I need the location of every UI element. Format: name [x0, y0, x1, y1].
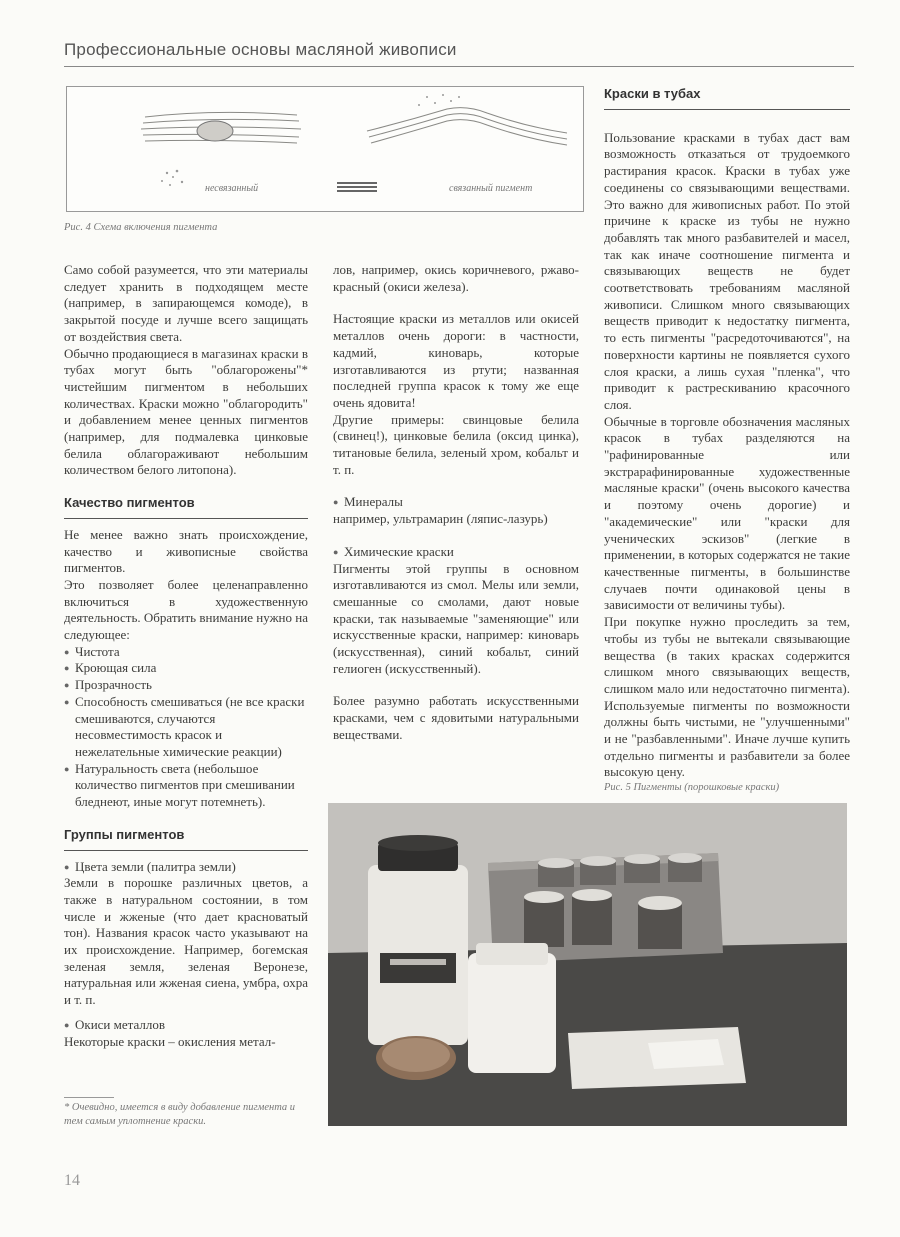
section-title-tubes: Краски в тубах: [604, 86, 850, 110]
paragraph: При покупке нужно проследить за тем, чтобы из тубы не вытекали связывающие вещества (в таких красках содержится слишком много связывающих веществ, слишком мало или недостаточно пигмента). Используемые пигменты по возможности должны быть чистыми, не "улучшенными" и не "разбавленными". Иначе лучше купить отдельно пигменты и разбавители за более высокую цену.: [604, 614, 850, 780]
running-header: Профессиональные основы масляной живописи: [64, 40, 457, 59]
paragraph: Земли в порошке различных цветов, а также в натуральном состоянии, в том числе и жженые (что дает красноватый тон). Названия красок часто указывают на их происхождение. Например, богемская зеленая земля, зеленая Веронезе, натуральная или жженая сиена, умбра, охра и т. п.: [64, 875, 308, 1008]
paragraph: лов, например, окись коричневого, ржаво-красный (окиси железа).: [333, 262, 579, 294]
footnote-rule: [64, 1097, 114, 1098]
paragraph: Обычно продающиеся в магазинах краски в тубах могут быть "облагорожены"* чистейшим пигментом в небольших количествах. Краски можно "облагородить" и добавлением менее ценных пигментов (например, для подмалевка цинковые белила облагораживают небольшим количеством белого литопона).: [64, 345, 308, 478]
paragraph: Пользование красками в тубах даст вам возможность отказаться от трудоемкого растирания красок. Краски в тубах уже соединены со связывающими веществами. Это важно для живописных работ. По этой причине к краске из тубы не нужно добавлять так много разбавителей и масел, так как иначе соотношение пигмента и связывающих веществ не будет соответствовать требованиям масляной живописи. Слишком много связывающих веществ приводит к недостатку пигмента, то есть пигменты "расредоточиваются", на поверхности картины не появляется сухого слоя краски, а лишь сухая "пленка", что приводит к растрескиванию красочного слоя.: [604, 129, 850, 412]
paragraph: например, ультрамарин (ляпис-лазурь): [333, 511, 548, 527]
paragraph: Не менее важно знать происхождение, качество и живописные свойства пигментов.: [64, 526, 308, 576]
quality-list: [64, 644, 308, 811]
bullet-heading: ● Минералы: [333, 494, 579, 511]
paragraph: Само собой разумеется, что эти материалы следует хранить в подходящем месте (например, в запирающемся комоде), в закрытой посуде и лучше всего защищать от воздействия света.: [64, 262, 308, 344]
section-title-quality: Качество пигментов: [64, 495, 308, 519]
paragraph: Обычные в торговле обозначения масляных красок в тубах разделяются на "рафинированные или экстрарафинированные художественные масляные краски" (очень высокого качества и поэтому очень дорогие) и "академические" или "краски для ученических эскизов" (легкие в применении, в которых содержатся не такие качественные пигменты, в большинстве случаев почти одинаковой цены в зависимости от величины тубы).: [604, 413, 850, 613]
photo-illustration: [328, 803, 847, 1126]
list-item: ● Натуральность света (небольшое количество пигментов при смешивании бледнеют, иные могут потемнеть).: [64, 761, 308, 811]
pigment-jars-photo: [328, 803, 847, 1126]
bullet-heading: ● Химические краски: [333, 544, 579, 561]
middle-column: [333, 262, 579, 744]
bullet-heading: ● Окиси металлов: [64, 1017, 308, 1034]
bullet-heading: ● Цвета земли (палитра земли): [64, 859, 308, 876]
header-rule: [64, 66, 854, 67]
paragraph: Пигменты этой группы в основном изготавливаются из смол. Мелы или земли, смешанные со смолами, дают новые краски, так называемые "заменяющие" или искусственные краски, например: киноварь (искусственная), синий кобальт, синий гелиоген (искусственный).: [333, 560, 579, 676]
paragraph: Это позволяет более целенаправленно включиться в художественную деятельность. Обратить внимание нужно на следующее:: [64, 576, 308, 643]
right-column: [604, 86, 850, 781]
label-bound-pigment: связанный пигмент: [449, 183, 533, 194]
figure4-caption: Рис. 4 Схема включения пигмента: [64, 222, 218, 233]
list-item: ● Прозрачность: [64, 677, 308, 694]
list-item: ● Чистота: [64, 644, 308, 661]
page-number: 14: [64, 1172, 80, 1189]
list-item: ● Способность смешиваться (не все краски смешиваются, случаются несовместимость красок и нежелательные химические реакции): [64, 694, 308, 761]
paragraph: Более разумно работать искусственными красками, чем с ядовитыми натуральными веществами.: [333, 693, 579, 742]
list-item: ● Кроющая сила: [64, 660, 308, 677]
figure-pigment-scheme: [66, 86, 584, 212]
paragraph: Настоящие краски из металлов или окисей металлов очень дороги: в частности, кадмий, киноварь, которые изготавливаются из ртути; названная последней группа красок к тому же еще очень ядовита!: [333, 311, 579, 410]
section-title-groups: Группы пигментов: [64, 827, 308, 851]
footnote: * Очевидно, имеется в виду добавление пигмента и тем самым уплотнение краски.: [64, 1102, 296, 1127]
left-column: [64, 262, 308, 1050]
paragraph: Некоторые краски – окисления метал-: [64, 1033, 276, 1049]
figure5-caption: Рис. 5 Пигменты (порошковые краски): [604, 782, 780, 793]
label-unbound: несвязанный: [205, 183, 259, 194]
paragraph: Другие примеры: свинцовые белила (свинец!), цинковые белила (оксид цинка), титановые белила, зеленый хром, кобальт и т. п.: [333, 411, 579, 477]
